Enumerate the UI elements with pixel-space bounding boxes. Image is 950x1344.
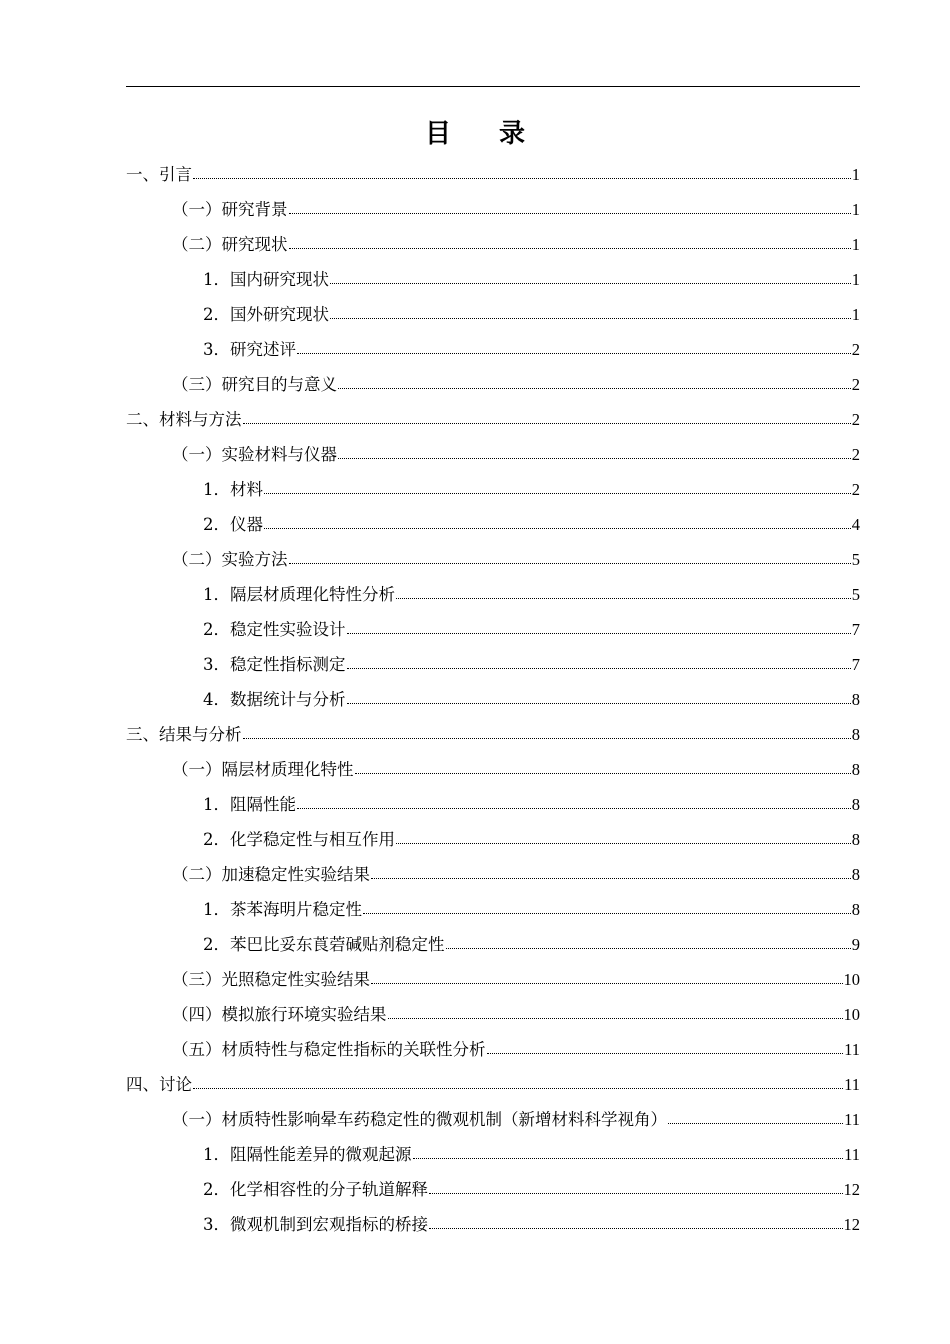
toc-page-number: 2 bbox=[851, 340, 860, 359]
toc-entry-text: 1．茶苯海明片稳定性 bbox=[203, 900, 362, 919]
toc-entry-level-3[interactable] bbox=[126, 927, 860, 962]
toc-entry-level-3[interactable] bbox=[126, 822, 860, 857]
toc-dot-leader bbox=[388, 1018, 843, 1019]
toc-entry-text: 3．稳定性指标测定 bbox=[203, 655, 346, 674]
toc-entry-text: 2．苯巴比妥东莨菪碱贴剂稳定性 bbox=[203, 935, 445, 954]
toc-dot-leader bbox=[487, 1053, 844, 1054]
toc-page-number: 1 bbox=[851, 305, 860, 324]
toc-entry-level-3[interactable] bbox=[126, 1172, 860, 1207]
toc-dot-leader bbox=[193, 178, 851, 179]
toc-title-char-2: 录 bbox=[499, 119, 526, 149]
toc-dot-leader bbox=[396, 598, 851, 599]
toc-page-number: 1 bbox=[851, 200, 860, 219]
toc-entry-level-3[interactable] bbox=[126, 332, 860, 367]
toc-page-number: 5 bbox=[851, 550, 860, 569]
toc-dot-leader bbox=[371, 983, 843, 984]
toc-entry-text: 1．阻隔性能差异的微观起源 bbox=[203, 1145, 412, 1164]
toc-entry-level-2[interactable] bbox=[126, 1032, 860, 1067]
toc-page-number: 4 bbox=[851, 515, 860, 534]
toc-entry-text: （一）研究背景 bbox=[172, 200, 288, 219]
toc-page-number: 8 bbox=[851, 795, 860, 814]
toc-entry-text: （三）光照稳定性实验结果 bbox=[172, 970, 370, 989]
toc-page-number: 11 bbox=[844, 1040, 860, 1059]
toc-entry-level-3[interactable] bbox=[126, 472, 860, 507]
toc-entry-text: 三、结果与分析 bbox=[126, 725, 242, 744]
toc-dot-leader bbox=[446, 948, 851, 949]
toc-page-number: 8 bbox=[851, 900, 860, 919]
toc-entry-level-3[interactable] bbox=[126, 297, 860, 332]
toc-entry-level-1[interactable] bbox=[126, 402, 860, 437]
toc-dot-leader bbox=[330, 318, 851, 319]
toc-page-number: 12 bbox=[843, 1180, 860, 1199]
toc-dot-leader bbox=[243, 423, 851, 424]
toc-entry-text: 2．化学稳定性与相互作用 bbox=[203, 830, 395, 849]
toc-entry-level-1[interactable] bbox=[126, 1067, 860, 1102]
toc-entry-text: 1．国内研究现状 bbox=[203, 270, 329, 289]
toc-entry-text: （二）实验方法 bbox=[172, 550, 288, 569]
toc-entry-text: （三）研究目的与意义 bbox=[172, 375, 337, 394]
toc-dot-leader bbox=[338, 388, 851, 389]
toc-dot-leader bbox=[347, 633, 851, 634]
toc-entry-level-3[interactable] bbox=[126, 682, 860, 717]
toc-dot-leader bbox=[243, 738, 851, 739]
toc-entry-text: 1．材料 bbox=[203, 480, 263, 499]
toc-dot-leader bbox=[297, 353, 851, 354]
toc-dot-leader bbox=[264, 493, 851, 494]
toc-page-number: 8 bbox=[851, 725, 860, 744]
toc-dot-leader bbox=[429, 1228, 843, 1229]
toc-dot-leader bbox=[264, 528, 851, 529]
toc-page-number: 1 bbox=[851, 270, 860, 289]
toc-page-number: 8 bbox=[851, 690, 860, 709]
toc-entry-level-2[interactable] bbox=[126, 997, 860, 1032]
toc-page-number: 7 bbox=[851, 655, 860, 674]
toc-page-number: 1 bbox=[851, 165, 860, 184]
toc-entry-level-2[interactable] bbox=[126, 192, 860, 227]
toc-dot-leader bbox=[347, 668, 851, 669]
toc-entry-level-1[interactable] bbox=[126, 157, 860, 192]
toc-page-number: 12 bbox=[843, 1215, 860, 1234]
toc-entry-text: （一）材质特性影响晕车药稳定性的微观机制（新增材料科学视角） bbox=[172, 1110, 667, 1129]
toc-page-number: 11 bbox=[844, 1075, 860, 1094]
toc-entry-text: （四）模拟旅行环境实验结果 bbox=[172, 1005, 387, 1024]
toc-page-number: 11 bbox=[844, 1110, 860, 1129]
toc-entry-text: 一、引言 bbox=[126, 165, 192, 184]
toc-entry-text: 1．隔层材质理化特性分析 bbox=[203, 585, 395, 604]
toc-dot-leader bbox=[289, 213, 851, 214]
toc-page-number: 7 bbox=[851, 620, 860, 639]
header-rule bbox=[126, 86, 860, 87]
toc-entry-text: 2．化学相容性的分子轨道解释 bbox=[203, 1180, 428, 1199]
toc-page-number: 2 bbox=[851, 375, 860, 394]
toc-dot-leader bbox=[289, 248, 851, 249]
toc-dot-leader bbox=[371, 878, 851, 879]
toc-entry-text: 3．研究述评 bbox=[203, 340, 296, 359]
toc-page-number: 10 bbox=[843, 1005, 860, 1024]
toc-entry-text: 2．仪器 bbox=[203, 515, 263, 534]
toc-page-number: 9 bbox=[851, 935, 860, 954]
toc-dot-leader bbox=[338, 458, 851, 459]
toc-entry-text: 1．阻隔性能 bbox=[203, 795, 296, 814]
toc-page-number: 2 bbox=[851, 480, 860, 499]
toc-list bbox=[126, 157, 860, 1242]
toc-entry-text: 2．稳定性实验设计 bbox=[203, 620, 346, 639]
toc-dot-leader bbox=[429, 1193, 843, 1194]
toc-page-number: 8 bbox=[851, 830, 860, 849]
toc-entry-text: （五）材质特性与稳定性指标的关联性分析 bbox=[172, 1040, 486, 1059]
toc-entry-level-2[interactable] bbox=[126, 962, 860, 997]
toc-entry-level-3[interactable] bbox=[126, 507, 860, 542]
toc-page-number: 2 bbox=[851, 445, 860, 464]
toc-dot-leader bbox=[668, 1123, 843, 1124]
toc-entry-text: 2．国外研究现状 bbox=[203, 305, 329, 324]
toc-dot-leader bbox=[289, 563, 851, 564]
toc-page-number: 8 bbox=[851, 865, 860, 884]
toc-page-number: 1 bbox=[851, 235, 860, 254]
toc-dot-leader bbox=[347, 703, 851, 704]
toc-entry-level-1[interactable] bbox=[126, 717, 860, 752]
toc-entry-text: 四、讨论 bbox=[126, 1075, 192, 1094]
toc-page-number: 5 bbox=[851, 585, 860, 604]
toc-entry-level-3[interactable] bbox=[126, 612, 860, 647]
toc-entry-text: （二）加速稳定性实验结果 bbox=[172, 865, 370, 884]
toc-dot-leader bbox=[193, 1088, 843, 1089]
toc-entry-level-3[interactable] bbox=[126, 787, 860, 822]
toc-page-number: 11 bbox=[844, 1145, 860, 1164]
toc-dot-leader bbox=[363, 913, 851, 914]
toc-entry-level-3[interactable] bbox=[126, 647, 860, 682]
toc-entry-level-2[interactable] bbox=[126, 542, 860, 577]
toc-entry-level-3[interactable] bbox=[126, 1207, 860, 1242]
toc-entry-text: 3．微观机制到宏观指标的桥接 bbox=[203, 1215, 428, 1234]
toc-entry-level-3[interactable] bbox=[126, 892, 860, 927]
toc-entry-level-2[interactable] bbox=[126, 1102, 860, 1137]
toc-dot-leader bbox=[355, 773, 851, 774]
toc-page-number: 10 bbox=[843, 970, 860, 989]
toc-dot-leader bbox=[413, 1158, 844, 1159]
toc-entry-level-2[interactable] bbox=[126, 367, 860, 402]
toc-page-number: 2 bbox=[851, 410, 860, 429]
toc-entry-text: （一）实验材料与仪器 bbox=[172, 445, 337, 464]
toc-entry-level-3[interactable] bbox=[126, 262, 860, 297]
toc-entry-level-2[interactable] bbox=[126, 752, 860, 787]
toc-entry-text: 4．数据统计与分析 bbox=[203, 690, 346, 709]
toc-entry-text: （二）研究现状 bbox=[172, 235, 288, 254]
toc-dot-leader bbox=[396, 843, 851, 844]
toc-entry-text: 二、材料与方法 bbox=[126, 410, 242, 429]
toc-entry-level-2[interactable] bbox=[126, 227, 860, 262]
toc-entry-text: （一）隔层材质理化特性 bbox=[172, 760, 354, 779]
toc-entry-level-2[interactable] bbox=[126, 857, 860, 892]
toc-entry-level-3[interactable] bbox=[126, 577, 860, 612]
toc-dot-leader bbox=[330, 283, 851, 284]
toc-title-char-1: 目 bbox=[424, 119, 451, 149]
toc-title bbox=[0, 114, 950, 154]
toc-entry-level-2[interactable] bbox=[126, 437, 860, 472]
toc-entry-level-3[interactable] bbox=[126, 1137, 860, 1172]
toc-page-number: 8 bbox=[851, 760, 860, 779]
toc-dot-leader bbox=[297, 808, 851, 809]
